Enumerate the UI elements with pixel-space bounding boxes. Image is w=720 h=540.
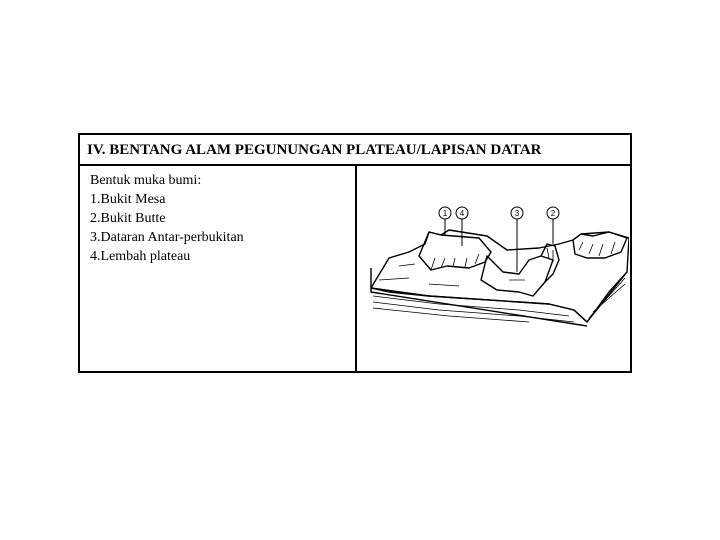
- list-item-bukit-butte: 2.Bukit Butte: [90, 211, 166, 226]
- list-intro: Bentuk muka bumi:: [90, 173, 202, 188]
- table-body-row: [80, 166, 630, 371]
- landform-list-cell: [80, 166, 357, 371]
- list-item-lembah-plateau: 4.Lembah plateau: [90, 249, 191, 264]
- figure-cell: [357, 166, 630, 371]
- callout-1: 1: [442, 209, 448, 218]
- landform-table: [78, 133, 632, 373]
- section-title: IV. BENTANG ALAM PEGUNUNGAN PLATEAU/LAPISAN DATAR: [80, 135, 630, 166]
- plateau-block-diagram-icon: [369, 200, 629, 330]
- callout-4: 4: [459, 209, 465, 218]
- callout-3: 3: [514, 209, 520, 218]
- callout-2: 2: [550, 209, 556, 218]
- list-item-dataran-antar-perbukitan: 3.Dataran Antar-perbukitan: [90, 230, 244, 245]
- list-item-bukit-mesa: 1.Bukit Mesa: [90, 192, 166, 207]
